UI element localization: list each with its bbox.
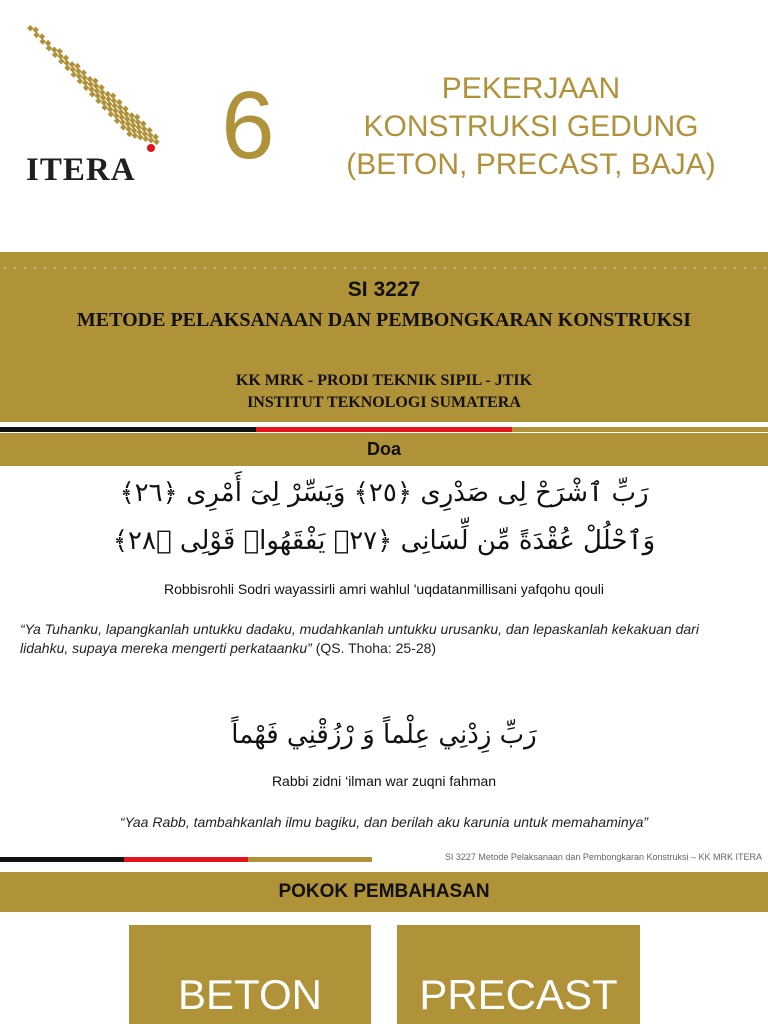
- itera-logo-icon: [24, 24, 164, 156]
- course-department: KK MRK - PRODI TEKNIK SIPIL - JTIK: [235, 372, 533, 389]
- chapter-title: [316, 70, 746, 184]
- pokok-header: POKOK PEMBAHASAN: [0, 872, 768, 912]
- divider-gold: [248, 857, 372, 862]
- translation-1: [20, 620, 750, 658]
- translation-2: “Yaa Rabb, tambahkanlah ilmu bagiku, dan berilah aku karunia untuk memahaminya”: [119, 814, 649, 830]
- divider-gold: [512, 427, 768, 432]
- topic-card-precast[interactable]: PRECAST: [397, 925, 640, 1024]
- transliteration-1: Robbisrohli Sodri wayassirli amri wahlul 'uqdatanmillisani yafqohu qouli: [164, 581, 604, 597]
- course-institution: INSTITUT TEKNOLOGI SUMATERA: [247, 394, 521, 411]
- translation-1-reference: (QS. Thoha: 25-28): [311, 640, 437, 656]
- arabic-verse-1: رَبِّ ٱشْرَحْ لِى صَدْرِى ﴿٢٥﴾ وَيَسِّرْ لِىٓ أَمْرِى ﴿٢٦﴾: [119, 478, 649, 508]
- transliteration-2: Rabbi zidni ‘ilman war zuqni fahman: [271, 773, 497, 789]
- logo-text: ITERA: [26, 152, 136, 188]
- divider-black: [0, 857, 124, 862]
- arabic-verse-2: وَٱحْلُلْ عُقْدَةً مِّن لِّسَانِى ﴿٢٧﴾ يَفْقَهُوا۟ قَوْلِى ﴿٢٨﴾: [112, 526, 656, 556]
- chapter-title-line: PEKERJAAN: [441, 72, 621, 105]
- arabic-verse-3: رَبِّ زِدْنِي عِلْماً وَ رْزُقْنِي فَهْماً: [231, 720, 537, 750]
- doa-header: Doa: [0, 433, 768, 466]
- course-code: SI 3227: [347, 278, 421, 301]
- divider-black: [0, 427, 256, 432]
- footer-note: SI 3227 Metode Pelaksanaan dan Pembongkaran Konstruksi – KK MRK ITERA: [444, 852, 762, 862]
- divider-red: [256, 427, 512, 432]
- chapter-title-line: (BETON, PRECAST, BAJA): [346, 148, 716, 181]
- topic-card-beton[interactable]: BETON: [129, 925, 371, 1024]
- chapter-number: 6: [221, 72, 275, 179]
- course-name: METODE PELAKSANAAN DAN PEMBONGKARAN KONSTRUKSI: [76, 309, 692, 331]
- chapter-title-line: KONSTRUKSI GEDUNG: [363, 110, 699, 143]
- divider-red: [124, 857, 248, 862]
- translation-1-quote: “Ya Tuhanku, lapangkanlah untukku dadaku, mudahkanlah untukku urusanku, dan lepaskanlah kekakuan dari lidahku, supaya mereka mengerti perkataanku”: [20, 621, 699, 656]
